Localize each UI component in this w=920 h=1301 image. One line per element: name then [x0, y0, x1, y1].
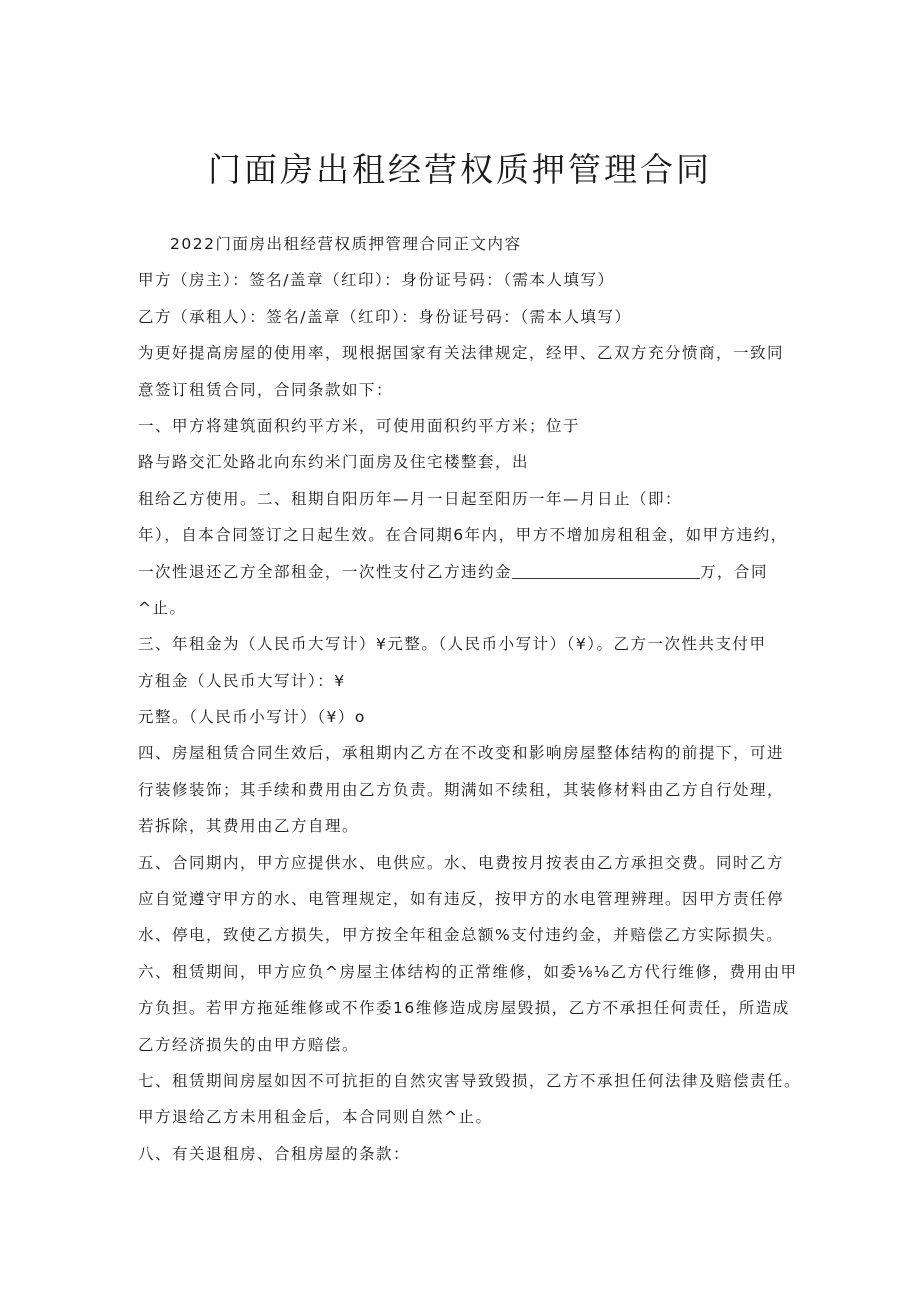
- paragraph-line: 方租金（人民币大写计）：¥: [138, 671, 346, 690]
- paragraph-line: 甲方退给乙方未用租金后，本合同则自然^止。: [138, 1108, 493, 1127]
- paragraph-line: 乙方经济损失的由甲方赔偿。: [138, 1035, 360, 1054]
- party-b-line: 乙方（承租人）：签名/盖章（红印）：身份证号码：（需本人填写）: [138, 307, 632, 326]
- fill-in-blank: [512, 560, 700, 579]
- paragraph-line: 水、停电，致使乙方损失，甲方按全年租金总额%支付违约金，并赔偿乙方实际损失。: [138, 926, 784, 945]
- party-a-line: 甲方（房主）：签名/盖章（红印）：身份证号码：（需本人填写）: [138, 271, 615, 290]
- intro-line: 2022门面房出租经营权质押管理合同正文内容: [170, 235, 522, 253]
- clause-4-line: 四、房屋租赁合同生效后，承租期内乙方在不改变和影响房屋整体结构的前提下，可进: [138, 744, 785, 763]
- document-title: 门面房出租经营权质押管理合同: [208, 150, 712, 189]
- penalty-line: [138, 554, 798, 590]
- paragraph-line: 租给乙方使用。二、租期自阳历年—月一日起至阳历一年—月日止（即：: [138, 489, 683, 508]
- paragraph-line: 路与路交汇处路北向东约米门面房及住宅楼整套，出: [138, 453, 530, 472]
- clause-1-line: 一、甲方将建筑面积约平方米，可使用面积约平方米；位于: [138, 416, 581, 435]
- paragraph-line: 方负担。若甲方拖延维修或不作委16维修造成房屋毁损，乙方不承担任何责任，所造成: [138, 999, 790, 1018]
- paragraph-line: 为更好提高房屋的使用率，现根据国家有关法律规定，经甲、乙双方充分愤商，一致同: [138, 344, 785, 363]
- paragraph-line: 行装修装饰；其手续和费用由乙方负责。期满如不续租，其装修材料由乙方自行处理，: [138, 780, 785, 799]
- clause-7-line: 七、租赁期间房屋如因不可抗拒的自然灾害导致毁损，乙方不承担任何法律及赔偿责任。: [138, 1071, 802, 1090]
- clause-3-line: 三、年租金为（人民币大写计）¥元整。（人民币小写计）（¥）。乙方一次性共支付甲: [138, 635, 767, 654]
- clause-8-line: 八、有关退租房、合租房屋的条款：: [138, 1144, 411, 1163]
- paragraph-line: 若拆除，其费用由乙方自理。: [138, 817, 360, 836]
- paragraph-line: 应自觉遵守甲方的水、电管理规定，如有违反，按甲方的水电管理辨理。因甲方责任停: [138, 890, 785, 909]
- document-body: [138, 226, 802, 1172]
- paragraph-line: 意签订租赁合同，合同条款如下：: [138, 380, 394, 399]
- penalty-text: 一次性退还乙方全部租金，一次性支付乙方违约金: [138, 562, 513, 581]
- clause-5-line: 五、合同期内，甲方应提供水、电供应。水、电费按月按表由乙方承担交费。同时乙方: [138, 853, 785, 872]
- paragraph-line: 元整。（人民币小写计）（¥）o: [138, 708, 366, 727]
- penalty-text-end: 万，合同: [700, 562, 769, 581]
- paragraph-line: ^止。: [138, 598, 187, 617]
- paragraph-line: 年），自本合同签订之日起生效。在合同期6年内，甲方不增加房租租金，如甲方违约，: [138, 526, 788, 545]
- clause-6-line: 六、租赁期间，甲方应负^房屋主体结构的正常维修，如委⅛⅛乙方代行维修，费用由甲: [138, 962, 798, 981]
